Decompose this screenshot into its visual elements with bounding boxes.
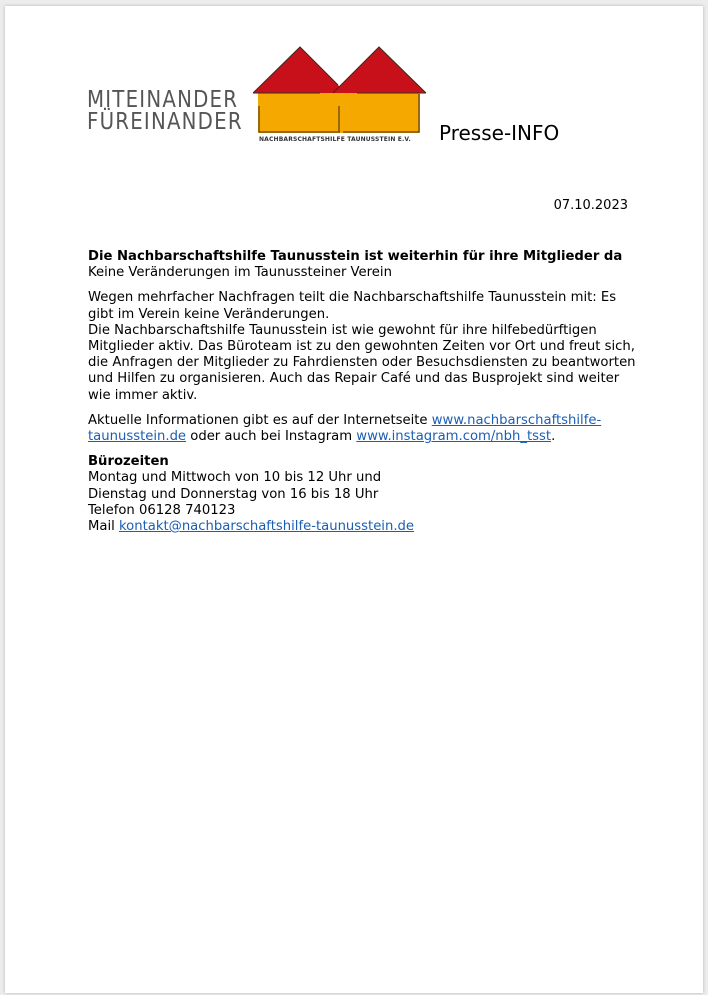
- paragraph-activity: Die Nachbarschaftshilfe Taunusstein ist wie gewohnt für ihre hilfebedürftigen Mitglieder aktiv. Das Büroteam ist zu den gewohnten Zeiten vor Ort und freut sich, die Anfragen der Mitglieder zu Fahrdiensten oder Besuchsdiensten zu beantworten und Hilfen zu organisieren. Auch das Repair Café und das Busprojekt sind weiter wie immer aktiv.: [88, 322, 636, 403]
- logo-text-miteinander: MITEINANDER: [87, 87, 239, 113]
- mail-prefix: Mail: [88, 519, 119, 535]
- mail-line: [88, 519, 638, 535]
- instagram-link[interactable]: www.instagram.com/nbh_tsst: [356, 429, 552, 445]
- article-body: [88, 249, 638, 535]
- right-roof: [333, 47, 426, 93]
- office-hours-heading: Bürozeiten: [88, 454, 169, 470]
- article-headline: Die Nachbarschaftshilfe Taunusstein ist weiterhin für ihre Mitglieder da: [88, 249, 623, 264]
- right-house-body: [338, 93, 420, 133]
- info-prefix: Aktuelle Informationen gibt es auf der Internetseite: [88, 412, 432, 428]
- email-link[interactable]: kontakt@nachbarschaftshilfe-taunusstein.de: [118, 519, 415, 535]
- paragraph-intro: Wegen mehrfacher Nachfragen teilt die Nachbarschaftshilfe Taunusstein mit: Es gibt im Verein keine Veränderungen.: [88, 290, 617, 322]
- logo-subtitle: NACHBARSCHAFTSHILFE TAUNUSSTEIN E.V.: [259, 136, 411, 143]
- paragraph-info: [88, 413, 638, 445]
- left-house-body: [258, 93, 342, 133]
- info-middle: oder auch bei Instagram: [186, 429, 357, 445]
- office-hours-line-2: Dienstag und Donnerstag von 16 bis 18 Uhr: [88, 486, 379, 502]
- logo-text-fuereinander: FÜREINANDER: [87, 109, 243, 135]
- article-subheadline: Keine Veränderungen im Taunussteiner Verein: [88, 265, 392, 281]
- presse-info-title: Presse-INFO: [439, 121, 560, 145]
- document-date: 07.10.2023: [553, 198, 628, 213]
- info-suffix: .: [551, 429, 556, 445]
- office-hours-line-1: Montag und Mittwoch von 10 bis 12 Uhr und: [88, 470, 382, 486]
- logo: [0, 0, 708, 160]
- left-roof: [253, 47, 346, 93]
- phone-line: Telefon 06128 740123: [88, 502, 236, 518]
- website-link[interactable]: www.nachbarschaftshilfe-taunusstein.de: [88, 412, 602, 445]
